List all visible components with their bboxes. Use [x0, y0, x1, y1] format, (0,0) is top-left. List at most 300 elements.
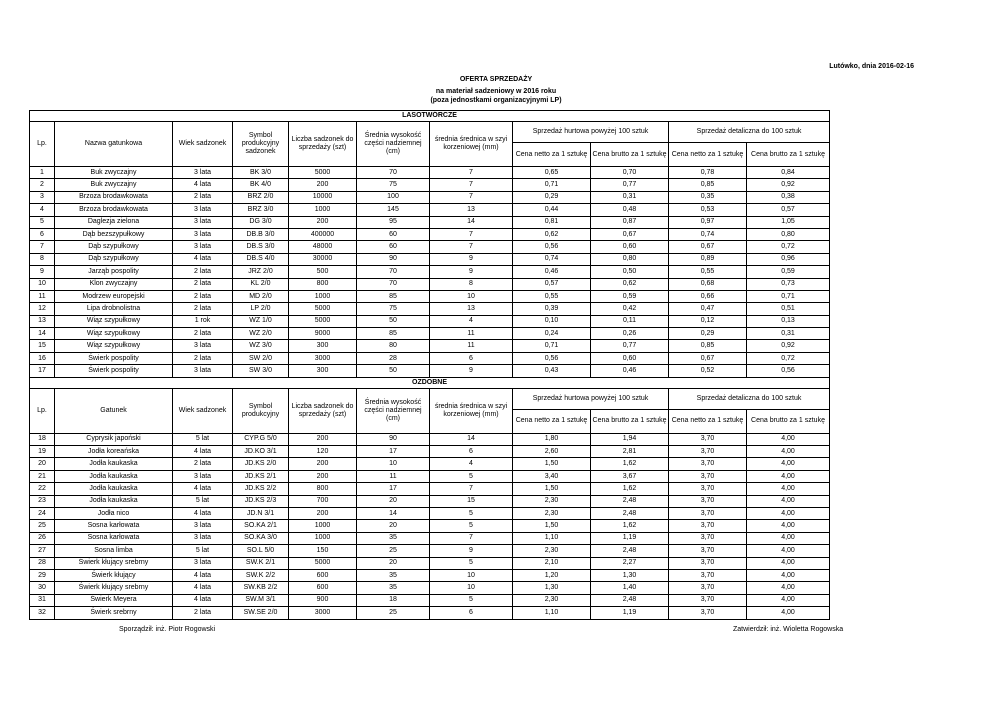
cell-diameter: 9 — [430, 253, 513, 265]
cell-retail-gross: 0,31 — [747, 328, 830, 340]
header-diameter: średnia średnica w szyi korzeniowej (mm) — [430, 122, 513, 167]
cell-retail-net: 0,47 — [669, 303, 747, 315]
cell-retail-net: 0,68 — [669, 278, 747, 290]
cell-retail-net: 0,55 — [669, 266, 747, 278]
table-row — [30, 228, 830, 240]
document-date: Lutówko, dnia 2016-02-16 — [829, 63, 914, 70]
table-row — [30, 495, 830, 507]
cell-symbol: JD.KS 2/2 — [233, 483, 289, 495]
cell-wholesale-gross: 2,27 — [591, 557, 669, 569]
cell-wholesale-gross: 0,77 — [591, 340, 669, 352]
cell-wholesale-net: 1,50 — [513, 520, 591, 532]
table-row — [30, 545, 830, 557]
cell-count: 200 — [289, 433, 357, 445]
cell-lp: 22 — [30, 483, 55, 495]
cell-symbol: DB.B 3/0 — [233, 228, 289, 240]
cell-symbol: SW 3/0 — [233, 365, 289, 377]
cell-height: 25 — [357, 545, 430, 557]
cell-retail-gross: 4,00 — [747, 569, 830, 581]
cell-wholesale-gross: 0,77 — [591, 179, 669, 191]
cell-retail-net: 3,70 — [669, 507, 747, 519]
cell-symbol: BRZ 2/0 — [233, 191, 289, 203]
cell-symbol: JD.KS 2/3 — [233, 495, 289, 507]
cell-symbol: BRZ 3/0 — [233, 204, 289, 216]
cell-count: 200 — [289, 507, 357, 519]
cell-age: 4 lata — [173, 179, 233, 191]
cell-species: Lipa drobnolistna — [55, 303, 173, 315]
cell-retail-gross: 0,71 — [747, 290, 830, 302]
cell-lp: 10 — [30, 278, 55, 290]
header-retail: Sprzedaż detaliczna do 100 sztuk — [669, 122, 830, 143]
table-row — [30, 315, 830, 327]
table-row — [30, 520, 830, 532]
cell-symbol: SO.KA 3/0 — [233, 532, 289, 544]
cell-lp: 6 — [30, 228, 55, 240]
cell-species: Jodła nico — [55, 507, 173, 519]
cell-age: 4 lata — [173, 507, 233, 519]
cell-wholesale-gross: 3,67 — [591, 470, 669, 482]
cell-species: Świerk kłujący — [55, 569, 173, 581]
cell-lp: 19 — [30, 446, 55, 458]
cell-count: 9000 — [289, 328, 357, 340]
cell-retail-net: 3,70 — [669, 495, 747, 507]
cell-diameter: 6 — [430, 607, 513, 619]
cell-age: 4 lata — [173, 446, 233, 458]
cell-age: 2 lata — [173, 191, 233, 203]
cell-lp: 30 — [30, 582, 55, 594]
cell-age: 2 lata — [173, 290, 233, 302]
cell-symbol: JD.KS 2/0 — [233, 458, 289, 470]
cell-height: 35 — [357, 569, 430, 581]
cell-wholesale-net: 1,80 — [513, 433, 591, 445]
cell-symbol: MD 2/0 — [233, 290, 289, 302]
cell-age: 2 lata — [173, 303, 233, 315]
cell-species: Cyprysik japoński — [55, 433, 173, 445]
cell-age: 4 lata — [173, 253, 233, 265]
cell-symbol: BK 4/0 — [233, 179, 289, 191]
cell-lp: 4 — [30, 204, 55, 216]
cell-retail-net: 0,53 — [669, 204, 747, 216]
cell-wholesale-net: 2,30 — [513, 594, 591, 606]
cell-count: 200 — [289, 470, 357, 482]
cell-count: 150 — [289, 545, 357, 557]
cell-wholesale-net: 0,56 — [513, 241, 591, 253]
cell-wholesale-net: 0,81 — [513, 216, 591, 228]
cell-lp: 28 — [30, 557, 55, 569]
header-count: Liczba sadzonek do sprzedaży (szt) — [289, 388, 357, 433]
cell-age: 4 lata — [173, 569, 233, 581]
cell-retail-net: 0,35 — [669, 191, 747, 203]
header-lp: Lp. — [30, 388, 55, 433]
cell-diameter: 5 — [430, 594, 513, 606]
header-lp: Lp. — [30, 122, 55, 167]
cell-wholesale-gross: 2,48 — [591, 495, 669, 507]
cell-count: 300 — [289, 340, 357, 352]
cell-lp: 12 — [30, 303, 55, 315]
table-row — [30, 458, 830, 470]
cell-retail-net: 0,78 — [669, 167, 747, 179]
cell-lp: 2 — [30, 179, 55, 191]
cell-lp: 3 — [30, 191, 55, 203]
cell-lp: 8 — [30, 253, 55, 265]
cell-age: 5 lat — [173, 495, 233, 507]
table-row — [30, 582, 830, 594]
cell-wholesale-net: 0,62 — [513, 228, 591, 240]
cell-wholesale-net: 3,40 — [513, 470, 591, 482]
table-row — [30, 253, 830, 265]
cell-retail-net: 0,74 — [669, 228, 747, 240]
cell-lp: 26 — [30, 532, 55, 544]
cell-symbol: SW.KB 2/2 — [233, 582, 289, 594]
cell-species: Świerk Meyera — [55, 594, 173, 606]
cell-height: 60 — [357, 241, 430, 253]
cell-height: 17 — [357, 483, 430, 495]
cell-diameter: 10 — [430, 290, 513, 302]
cell-count: 900 — [289, 594, 357, 606]
cell-species: Jodła kaukaska — [55, 470, 173, 482]
table-row — [30, 365, 830, 377]
cell-age: 3 lata — [173, 216, 233, 228]
cell-retail-net: 3,70 — [669, 470, 747, 482]
cell-lp: 24 — [30, 507, 55, 519]
cell-retail-net: 3,70 — [669, 594, 747, 606]
cell-height: 85 — [357, 290, 430, 302]
cell-count: 200 — [289, 216, 357, 228]
cell-symbol: JD.KO 3/1 — [233, 446, 289, 458]
cell-wholesale-gross: 0,46 — [591, 365, 669, 377]
cell-retail-gross: 4,00 — [747, 532, 830, 544]
cell-height: 100 — [357, 191, 430, 203]
subtitle-line-2: (poza jednostkami organizacyjnymi LP) — [430, 97, 562, 104]
cell-species: Dąb szypułkowy — [55, 253, 173, 265]
header-wholesale-gross: Cena brutto za 1 sztukę — [591, 143, 669, 167]
cell-wholesale-gross: 0,62 — [591, 278, 669, 290]
cell-diameter: 8 — [430, 278, 513, 290]
cell-wholesale-gross: 1,62 — [591, 458, 669, 470]
cell-count: 3000 — [289, 607, 357, 619]
table-row — [30, 204, 830, 216]
cell-species: Sosna karłowata — [55, 520, 173, 532]
cell-retail-gross: 4,00 — [747, 557, 830, 569]
cell-age: 4 lata — [173, 483, 233, 495]
table-row — [30, 470, 830, 482]
cell-retail-net: 0,97 — [669, 216, 747, 228]
cell-wholesale-gross: 0,11 — [591, 315, 669, 327]
offer-table — [29, 110, 830, 620]
table-row — [30, 446, 830, 458]
cell-retail-gross: 0,38 — [747, 191, 830, 203]
cell-count: 1000 — [289, 520, 357, 532]
cell-retail-gross: 4,00 — [747, 507, 830, 519]
cell-diameter: 7 — [430, 191, 513, 203]
header-retail: Sprzedaż detaliczna do 100 sztuk — [669, 388, 830, 409]
cell-retail-net: 0,12 — [669, 315, 747, 327]
cell-count: 10000 — [289, 191, 357, 203]
cell-retail-net: 3,70 — [669, 458, 747, 470]
cell-height: 70 — [357, 278, 430, 290]
header-age: Wiek sadzonek — [173, 122, 233, 167]
cell-age: 3 lata — [173, 520, 233, 532]
cell-lp: 1 — [30, 167, 55, 179]
cell-height: 20 — [357, 495, 430, 507]
cell-count: 48000 — [289, 241, 357, 253]
cell-retail-net: 0,89 — [669, 253, 747, 265]
cell-symbol: LP 2/0 — [233, 303, 289, 315]
cell-wholesale-net: 0,44 — [513, 204, 591, 216]
cell-species: Brzoza brodawkowata — [55, 204, 173, 216]
cell-count: 800 — [289, 483, 357, 495]
cell-wholesale-net: 0,71 — [513, 179, 591, 191]
cell-retail-gross: 4,00 — [747, 470, 830, 482]
cell-height: 25 — [357, 607, 430, 619]
cell-lp: 21 — [30, 470, 55, 482]
table-row — [30, 607, 830, 619]
cell-species: Świerk pospolity — [55, 365, 173, 377]
cell-count: 30000 — [289, 253, 357, 265]
cell-diameter: 6 — [430, 446, 513, 458]
cell-diameter: 9 — [430, 365, 513, 377]
cell-age: 3 lata — [173, 365, 233, 377]
cell-wholesale-gross: 0,60 — [591, 241, 669, 253]
table-row — [30, 241, 830, 253]
cell-height: 90 — [357, 253, 430, 265]
cell-species: Świerk pospolity — [55, 352, 173, 364]
subtitle-line-1: na materiał sadzeniowy w 2016 roku — [435, 88, 557, 95]
cell-lp: 25 — [30, 520, 55, 532]
cell-lp: 7 — [30, 241, 55, 253]
cell-diameter: 15 — [430, 495, 513, 507]
cell-height: 75 — [357, 179, 430, 191]
cell-wholesale-gross: 1,40 — [591, 582, 669, 594]
cell-species: Świerk srebrny — [55, 607, 173, 619]
cell-retail-gross: 0,13 — [747, 315, 830, 327]
cell-age: 5 lat — [173, 433, 233, 445]
cell-symbol: WZ 1/0 — [233, 315, 289, 327]
cell-species: Jodła kaukaska — [55, 458, 173, 470]
cell-retail-net: 3,70 — [669, 545, 747, 557]
cell-diameter: 5 — [430, 470, 513, 482]
cell-retail-gross: 0,92 — [747, 340, 830, 352]
cell-age: 2 lata — [173, 607, 233, 619]
cell-count: 1000 — [289, 204, 357, 216]
cell-diameter: 14 — [430, 216, 513, 228]
cell-species: Buk zwyczajny — [55, 179, 173, 191]
cell-wholesale-gross: 0,31 — [591, 191, 669, 203]
cell-lp: 18 — [30, 433, 55, 445]
cell-species: Brzoza brodawkowata — [55, 191, 173, 203]
cell-height: 20 — [357, 520, 430, 532]
cell-wholesale-gross: 1,62 — [591, 483, 669, 495]
cell-diameter: 7 — [430, 483, 513, 495]
cell-wholesale-net: 0,74 — [513, 253, 591, 265]
cell-retail-gross: 0,80 — [747, 228, 830, 240]
cell-wholesale-gross: 1,94 — [591, 433, 669, 445]
cell-symbol: WZ 2/0 — [233, 328, 289, 340]
cell-wholesale-gross: 0,42 — [591, 303, 669, 315]
cell-height: 11 — [357, 470, 430, 482]
cell-retail-net: 3,70 — [669, 520, 747, 532]
header-age: Wiek sadzonek — [173, 388, 233, 433]
cell-wholesale-gross: 2,81 — [591, 446, 669, 458]
cell-retail-gross: 4,00 — [747, 607, 830, 619]
cell-lp: 11 — [30, 290, 55, 302]
cell-symbol: WZ 3/0 — [233, 340, 289, 352]
cell-symbol: CYP.G 5/0 — [233, 433, 289, 445]
cell-age: 3 lata — [173, 167, 233, 179]
cell-retail-net: 0,67 — [669, 352, 747, 364]
cell-diameter: 13 — [430, 204, 513, 216]
cell-retail-gross: 0,56 — [747, 365, 830, 377]
table-row — [30, 340, 830, 352]
cell-species: Wiąz szypułkowy — [55, 315, 173, 327]
cell-wholesale-gross: 0,80 — [591, 253, 669, 265]
cell-retail-net: 3,70 — [669, 483, 747, 495]
cell-species: Daglezja zielona — [55, 216, 173, 228]
header-retail-gross: Cena brutto za 1 sztukę — [747, 143, 830, 167]
cell-symbol: SW.M 3/1 — [233, 594, 289, 606]
cell-age: 2 lata — [173, 266, 233, 278]
cell-symbol: DG 3/0 — [233, 216, 289, 228]
cell-species: Modrzew europejski — [55, 290, 173, 302]
cell-species: Jodła kaukaska — [55, 495, 173, 507]
header-retail-net: Cena netto za 1 sztukę — [669, 143, 747, 167]
cell-symbol: SW 2/0 — [233, 352, 289, 364]
cell-diameter: 11 — [430, 340, 513, 352]
cell-wholesale-gross: 0,26 — [591, 328, 669, 340]
cell-diameter: 5 — [430, 557, 513, 569]
table-row — [30, 433, 830, 445]
cell-lp: 14 — [30, 328, 55, 340]
cell-age: 3 lata — [173, 470, 233, 482]
cell-wholesale-gross: 2,48 — [591, 594, 669, 606]
cell-retail-gross: 4,00 — [747, 545, 830, 557]
cell-wholesale-net: 0,43 — [513, 365, 591, 377]
cell-diameter: 7 — [430, 532, 513, 544]
cell-wholesale-net: 0,65 — [513, 167, 591, 179]
cell-height: 35 — [357, 532, 430, 544]
cell-age: 2 lata — [173, 328, 233, 340]
header-diameter: średnia średnica w szyi korzeniowej (mm) — [430, 388, 513, 433]
table-row — [30, 328, 830, 340]
cell-age: 4 lata — [173, 582, 233, 594]
header-retail-net: Cena netto za 1 sztukę — [669, 409, 747, 433]
cell-height: 50 — [357, 365, 430, 377]
cell-count: 500 — [289, 266, 357, 278]
cell-count: 5000 — [289, 315, 357, 327]
cell-count: 200 — [289, 458, 357, 470]
table-row — [30, 352, 830, 364]
cell-symbol: KL 2/0 — [233, 278, 289, 290]
cell-age: 1 rok — [173, 315, 233, 327]
cell-height: 90 — [357, 433, 430, 445]
cell-age: 2 lata — [173, 352, 233, 364]
cell-height: 75 — [357, 303, 430, 315]
cell-wholesale-net: 1,50 — [513, 483, 591, 495]
cell-retail-gross: 0,92 — [747, 179, 830, 191]
cell-symbol: SW.K 2/2 — [233, 569, 289, 581]
cell-wholesale-net: 1,30 — [513, 582, 591, 594]
table-row — [30, 191, 830, 203]
cell-height: 20 — [357, 557, 430, 569]
cell-height: 14 — [357, 507, 430, 519]
cell-count: 700 — [289, 495, 357, 507]
cell-diameter: 7 — [430, 241, 513, 253]
cell-retail-gross: 0,72 — [747, 241, 830, 253]
cell-height: 50 — [357, 315, 430, 327]
cell-diameter: 9 — [430, 266, 513, 278]
header-species: Gatunek — [55, 388, 173, 433]
cell-wholesale-net: 0,39 — [513, 303, 591, 315]
cell-diameter: 7 — [430, 228, 513, 240]
cell-retail-gross: 4,00 — [747, 582, 830, 594]
cell-wholesale-net: 0,55 — [513, 290, 591, 302]
cell-species: Buk zwyczajny — [55, 167, 173, 179]
table-row — [30, 483, 830, 495]
cell-age: 3 lata — [173, 241, 233, 253]
header-symbol: Symbol produkcyjny sadzonek — [233, 122, 289, 167]
cell-lp: 23 — [30, 495, 55, 507]
cell-height: 85 — [357, 328, 430, 340]
cell-wholesale-gross: 0,87 — [591, 216, 669, 228]
cell-count: 300 — [289, 365, 357, 377]
cell-lp: 15 — [30, 340, 55, 352]
cell-diameter: 13 — [430, 303, 513, 315]
table-row — [30, 216, 830, 228]
cell-lp: 31 — [30, 594, 55, 606]
cell-height: 80 — [357, 340, 430, 352]
cell-wholesale-gross: 2,48 — [591, 507, 669, 519]
cell-symbol: DB.S 3/0 — [233, 241, 289, 253]
approved-by: Zatwierdził: inż. Wioletta Rogowska — [733, 626, 844, 633]
cell-diameter: 6 — [430, 352, 513, 364]
cell-retail-gross: 0,96 — [747, 253, 830, 265]
cell-height: 145 — [357, 204, 430, 216]
cell-lp: 29 — [30, 569, 55, 581]
cell-retail-net: 3,70 — [669, 557, 747, 569]
cell-wholesale-net: 2,30 — [513, 545, 591, 557]
cell-height: 35 — [357, 582, 430, 594]
cell-retail-gross: 4,00 — [747, 495, 830, 507]
cell-age: 3 lata — [173, 204, 233, 216]
cell-diameter: 4 — [430, 458, 513, 470]
cell-age: 3 lata — [173, 557, 233, 569]
table-row — [30, 303, 830, 315]
cell-species: Jodła kaukaska — [55, 483, 173, 495]
cell-lp: 13 — [30, 315, 55, 327]
cell-wholesale-net: 1,10 — [513, 532, 591, 544]
cell-species: Wiąz szypułkowy — [55, 340, 173, 352]
cell-lp: 17 — [30, 365, 55, 377]
cell-count: 200 — [289, 179, 357, 191]
cell-retail-gross: 0,72 — [747, 352, 830, 364]
cell-diameter: 5 — [430, 507, 513, 519]
cell-height: 28 — [357, 352, 430, 364]
cell-retail-gross: 4,00 — [747, 483, 830, 495]
cell-lp: 5 — [30, 216, 55, 228]
cell-retail-gross: 4,00 — [747, 446, 830, 458]
header-wholesale: Sprzedaż hurtowa powyżej 100 sztuk — [513, 388, 669, 409]
cell-count: 800 — [289, 278, 357, 290]
cell-count: 1000 — [289, 532, 357, 544]
cell-lp: 9 — [30, 266, 55, 278]
cell-wholesale-gross: 1,30 — [591, 569, 669, 581]
table-row — [30, 532, 830, 544]
cell-symbol: DB.S 4/0 — [233, 253, 289, 265]
cell-wholesale-gross: 0,59 — [591, 290, 669, 302]
cell-height: 95 — [357, 216, 430, 228]
cell-wholesale-gross: 2,48 — [591, 545, 669, 557]
cell-diameter: 4 — [430, 315, 513, 327]
